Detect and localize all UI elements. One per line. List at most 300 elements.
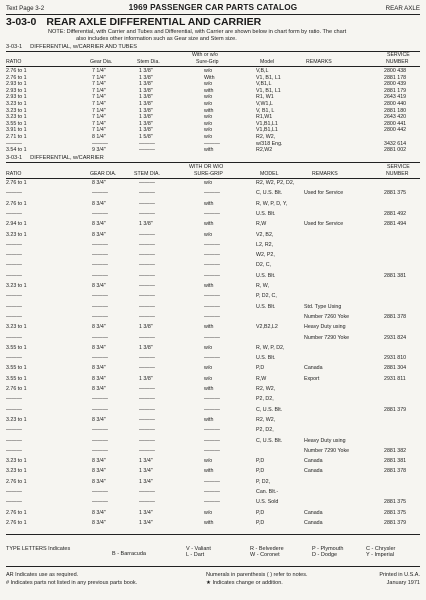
model-cell: C, U.S. Blt. <box>256 437 283 444</box>
stem-dia-cell: ——— <box>139 190 155 197</box>
stem-dia-cell: ——— <box>139 447 155 454</box>
table2-header-service-2: NUMBER <box>386 171 409 177</box>
stem-dia-cell: ——— <box>139 180 155 186</box>
stem-dia-cell: ——— <box>139 210 155 217</box>
gear-dia-cell: 7 1/4" <box>92 74 106 81</box>
table1-header-sure-1: With or w/o <box>192 52 218 58</box>
footnote-ar: AR Indicates use as required. <box>6 572 79 578</box>
sure-grip-cell: with <box>204 283 214 289</box>
ratio-cell: 2.94 to 1 <box>6 221 27 228</box>
sure-grip-cell: with <box>204 468 214 475</box>
gear-dia-cell: 8 3/4" <box>92 180 106 186</box>
gear-dia-cell: ——— <box>92 210 108 217</box>
table-row <box>6 468 420 474</box>
table-row <box>6 81 420 87</box>
stem-dia-cell: 1 3/8" <box>139 87 153 94</box>
ratio-cell: ——— <box>6 427 22 434</box>
table-row <box>6 252 420 258</box>
ratio-cell: ——— <box>6 252 22 259</box>
service-number-cell: 2931 824 <box>384 334 407 341</box>
stem-dia-cell: ——— <box>139 283 155 289</box>
ratio-cell: ——— <box>6 406 22 413</box>
sure-grip-cell: ——— <box>204 190 220 197</box>
model-cell: R, W, P, D, Y, <box>256 200 288 207</box>
sure-grip-cell: w/o <box>204 127 213 134</box>
ratio-cell: 2.93 to 1 <box>6 87 27 94</box>
legend-barracuda: B - Barracuda <box>112 551 146 557</box>
ratio-cell: ——— <box>6 190 22 197</box>
table-row <box>6 108 420 114</box>
service-number-cell: 2881 178 <box>384 74 407 81</box>
stem-dia-cell: 1 3/8" <box>139 221 153 228</box>
stem-dia-cell: ——— <box>139 499 155 506</box>
table-row <box>6 94 420 100</box>
sure-grip-cell: w/o <box>204 134 213 140</box>
gear-dia-cell: 8 3/4" <box>92 365 106 372</box>
sure-grip-cell: w/o <box>204 101 213 107</box>
table1-header-service-2: NUMBER <box>386 59 409 65</box>
table-row <box>6 438 420 444</box>
footnote-star: ★ Indicates change or addition. <box>206 580 283 586</box>
ratio-cell: ——— <box>6 272 22 279</box>
sure-grip-cell: ——— <box>204 355 220 362</box>
gear-dia-cell: ——— <box>92 334 108 341</box>
table2-header-sure-1: WITH OR W/O <box>189 164 224 170</box>
legend-rule <box>6 566 420 567</box>
table-row <box>6 407 420 413</box>
sure-grip-cell: w/o <box>204 120 213 127</box>
model-cell: U.S. Blt. <box>256 210 276 217</box>
model-cell: R2, W2, <box>256 386 276 392</box>
model-cell: P,D <box>256 458 265 465</box>
ratio-cell: 3.23 to 1 <box>6 283 27 289</box>
stem-dia-cell: 1 5/8" <box>139 134 153 140</box>
stem-dia-cell: ——— <box>139 147 155 154</box>
ratio-cell: ——— <box>6 262 22 269</box>
gear-dia-cell: 8 3/4" <box>92 283 106 289</box>
model-cell: W2, P2, <box>256 252 275 259</box>
service-number-cell: 2881 002 <box>384 147 407 154</box>
legend-plymouth: P - Plymouth <box>312 546 344 552</box>
gear-dia-cell: 7 1/4" <box>92 127 106 134</box>
table1-header-gear: Gear Dia. <box>90 59 113 65</box>
sure-grip-cell: ——— <box>204 303 220 310</box>
model-cell: C, U.S. Blt. <box>256 406 283 413</box>
table2-bottom-rule <box>6 534 420 535</box>
table-row <box>6 201 420 207</box>
ratio-cell: 3.23 to 1 <box>6 114 27 121</box>
sure-grip-cell: with <box>204 386 214 392</box>
stem-dia-cell: ——— <box>139 355 155 362</box>
table-row <box>6 190 420 196</box>
stem-dia-cell: ——— <box>139 303 155 310</box>
ratio-cell: 3.55 to 1 <box>6 375 27 382</box>
stem-dia-cell: 1 3/8" <box>139 375 153 382</box>
stem-dia-cell: 1 3/8" <box>139 107 153 114</box>
model-cell: R2, W2, <box>256 134 276 140</box>
sure-grip-cell: with <box>204 519 214 526</box>
section-name: REAR AXLE <box>385 5 420 12</box>
sure-grip-cell: w/o <box>204 81 213 88</box>
table-row <box>6 345 420 351</box>
ratio-cell: 2.76 to 1 <box>6 68 27 74</box>
note-text <box>48 29 412 43</box>
model-cell: P2, D2, <box>256 427 274 434</box>
table2-header <box>6 164 420 178</box>
gear-dia-cell: 8 3/4" <box>92 458 106 465</box>
gear-dia-cell: 8 3/4" <box>92 324 106 331</box>
table-row <box>6 141 420 147</box>
ratio-cell: 2.71 to 1 <box>6 134 27 140</box>
gear-dia-cell: ——— <box>92 499 108 506</box>
model-cell: U.S. Blt. <box>256 355 276 362</box>
model-cell: U.S. Blt. <box>256 272 276 279</box>
sure-grip-cell: with <box>204 107 214 114</box>
table2-header-sure-2: SURE-GRIP <box>194 171 223 177</box>
gear-dia-cell: ——— <box>92 252 108 259</box>
table-row <box>6 273 420 279</box>
service-number-cell: 2881 375 <box>384 509 407 516</box>
remarks-cell: Canada <box>304 458 323 465</box>
service-number-cell: 2881 304 <box>384 365 407 372</box>
model-cell: P,D <box>256 509 265 516</box>
table-row <box>6 283 420 289</box>
ratio-cell: 3.23 to 1 <box>6 468 27 475</box>
table-row <box>6 355 420 361</box>
stem-dia-cell: ——— <box>139 437 155 444</box>
gear-dia-cell: 7 1/4" <box>92 94 106 101</box>
legend-imperial: Y - Imperial <box>366 552 395 558</box>
service-number-cell: 2643 420 <box>384 114 407 121</box>
model-cell: D2, C, <box>256 262 272 269</box>
gear-dia-cell: 8 3/4" <box>92 519 106 526</box>
gear-dia-cell: ——— <box>92 447 108 454</box>
service-number-cell: 2881 381 <box>384 272 407 279</box>
gear-dia-cell: ——— <box>92 396 108 403</box>
gear-dia-cell: 8 3/4" <box>92 478 106 485</box>
gear-dia-cell: ——— <box>92 489 108 495</box>
table-row <box>6 510 420 516</box>
remarks-cell: Used for Service <box>304 190 344 197</box>
stem-dia-cell: ——— <box>139 427 155 434</box>
header-rule <box>6 14 420 15</box>
ratio-cell: 3.54 to 1 <box>6 147 27 154</box>
model-cell: L2, R2, <box>256 241 274 248</box>
sure-grip-cell: ——— <box>204 241 220 248</box>
service-number-cell: 2643 419 <box>384 94 407 101</box>
gear-dia-cell: 8 3/4" <box>92 416 106 423</box>
ratio-cell: 3.23 to 1 <box>6 107 27 114</box>
table-row <box>6 147 420 153</box>
table1-header-service-1: SERVICE <box>387 52 410 58</box>
model-cell: C, U.S. Blt. <box>256 190 283 197</box>
section-number: 3-03-0 <box>6 16 37 28</box>
ratio-cell: 2.76 to 1 <box>6 478 27 485</box>
legend-dart: L - Dart <box>186 552 205 558</box>
remarks-cell: Canada <box>304 509 323 516</box>
remarks-cell: Std. Type Using <box>304 303 342 310</box>
table-row <box>6 376 420 382</box>
table-row <box>6 417 420 423</box>
remarks-cell: Heavy Duty using <box>304 437 346 444</box>
note-line-1: NOTE: Differential, with Carrier and Tubes and Differential, with Carrier are shown below in chart form by ratio. The chart <box>48 29 347 35</box>
service-number-cell: 2881 492 <box>384 210 407 217</box>
sure-grip-cell: w/o <box>204 114 213 121</box>
service-number-cell: 2931 811 <box>384 375 406 382</box>
table1-header-sure-2: Sure-Grip <box>196 59 219 65</box>
service-number-cell: 2800 439 <box>384 81 407 88</box>
ratio-cell: ——— <box>6 241 22 248</box>
ratio-cell: ——— <box>6 293 22 300</box>
sure-grip-cell: ——— <box>204 447 220 454</box>
footnotes <box>6 572 420 592</box>
sure-grip-cell: with <box>204 87 214 94</box>
table2-header-ratio: RATIO <box>6 171 22 177</box>
page-number: Text Page 3-2 <box>6 5 45 12</box>
model-cell: R1, W1 <box>256 94 274 101</box>
model-cell: U.S. Sold <box>256 499 279 506</box>
sure-grip-cell: w/o <box>204 509 213 516</box>
sure-grip-cell: w/o <box>204 231 213 238</box>
ratio-cell: 3.55 to 1 <box>6 365 27 372</box>
table1-code: 3-03-1 <box>6 44 23 50</box>
table2-subheading <box>6 155 104 161</box>
sure-grip-cell: ——— <box>204 478 220 485</box>
ratio-cell: ——— <box>6 210 22 217</box>
ratio-cell: 3.23 to 1 <box>6 101 27 107</box>
sure-grip-cell: ——— <box>204 334 220 341</box>
model-cell: V2,B2,L2 <box>256 324 278 331</box>
sure-grip-cell: w/o <box>204 375 213 382</box>
ratio-cell: ——— <box>6 396 22 403</box>
table1-header-stem: Stem Dia. <box>137 59 160 65</box>
table-row <box>6 88 420 94</box>
catalog-title: 1969 PASSENGER CAR PARTS CATALOG <box>128 3 298 12</box>
ratio-cell: 2.76 to 1 <box>6 509 27 516</box>
stem-dia-cell: 1 3/8" <box>139 74 153 81</box>
gear-dia-cell: ——— <box>92 303 108 310</box>
stem-dia-cell: ——— <box>139 396 155 403</box>
remarks-cell: Number 7260 Yoke <box>304 313 350 320</box>
gear-dia-cell: 8 3/4" <box>92 375 106 382</box>
type-letters-legend <box>6 546 420 564</box>
gear-dia-cell: ——— <box>92 437 108 444</box>
service-number-cell: 2881 379 <box>384 519 407 526</box>
stem-dia-cell: 1 3/8" <box>139 324 153 331</box>
stem-dia-cell: ——— <box>139 313 155 320</box>
stem-dia-cell: 1 3/4" <box>139 509 153 516</box>
model-cell: w/318 Eng. <box>256 140 283 147</box>
model-cell: R,W <box>256 375 267 382</box>
gear-dia-cell: 9 3/4" <box>92 147 106 154</box>
table1-header <box>6 52 420 66</box>
service-number-cell: 2881 375 <box>384 190 407 197</box>
service-number-cell: 2881 381 <box>384 458 407 465</box>
ratio-cell: ——— <box>6 334 22 341</box>
legend-belvedere: R - Belvedere <box>250 546 284 552</box>
sure-grip-cell: w/o <box>204 68 213 74</box>
sure-grip-cell: ——— <box>204 262 220 269</box>
stem-dia-cell: ——— <box>139 334 155 341</box>
model-cell: P, D2, <box>256 478 271 485</box>
table-row <box>6 324 420 330</box>
sure-grip-cell: ——— <box>204 489 220 495</box>
ratio-cell: 3.23 to 1 <box>6 324 27 331</box>
ratio-cell: ——— <box>6 140 22 147</box>
model-cell: R, W, P, D2, <box>256 344 285 351</box>
service-number-cell: 2881 179 <box>384 87 407 94</box>
model-cell: V2, B2, <box>256 231 274 238</box>
footnote-numerals: Numerals in parenthesis ( ) refer to notes. <box>206 572 308 578</box>
table-row <box>6 114 420 120</box>
stem-dia-cell: 1 3/4" <box>139 468 153 475</box>
stem-dia-cell: ——— <box>139 140 155 147</box>
model-cell: U.S. Blt. <box>256 303 276 310</box>
sure-grip-cell: ——— <box>204 437 220 444</box>
table1-header-rule <box>6 66 420 67</box>
table2-header-remarks: REMARKS <box>312 171 338 177</box>
gear-dia-cell: ——— <box>92 140 108 147</box>
sure-grip-cell: w/o <box>204 344 213 351</box>
ratio-cell: ——— <box>6 489 22 495</box>
legend-dodge: D - Dodge <box>312 552 338 558</box>
stem-dia-cell: ——— <box>139 200 155 207</box>
sure-grip-cell: With <box>204 74 215 81</box>
ratio-cell: 3.23 to 1 <box>6 416 27 423</box>
sure-grip-cell: ——— <box>204 427 220 434</box>
gear-dia-cell: 8 3/4" <box>92 509 106 516</box>
table1-header-ratio: RATIO <box>6 59 22 65</box>
sure-grip-cell: with <box>204 200 214 207</box>
gear-dia-cell: ——— <box>92 190 108 197</box>
model-cell: P, D2, C, <box>256 293 277 300</box>
ratio-cell: 3.55 to 1 <box>6 120 27 127</box>
remarks-cell: Used for Service <box>304 221 344 228</box>
stem-dia-cell: ——— <box>139 241 155 248</box>
stem-dia-cell: ——— <box>139 386 155 392</box>
gear-dia-cell: 8 1/4" <box>92 134 106 140</box>
table-row <box>6 427 420 433</box>
table1-header-model: Model <box>260 59 275 65</box>
ratio-cell: 2.76 to 1 <box>6 386 27 392</box>
model-cell: V1,B1,L1 <box>256 127 278 134</box>
table2-header-stem: STEM DIA. <box>134 171 160 177</box>
ratio-cell: ——— <box>6 447 22 454</box>
table-row <box>6 396 420 402</box>
table-row <box>6 101 420 107</box>
gear-dia-cell: ——— <box>92 427 108 434</box>
sure-grip-cell: ——— <box>204 272 220 279</box>
table-row <box>6 499 420 505</box>
stem-dia-cell: ——— <box>139 365 155 372</box>
stem-dia-cell: ——— <box>139 416 155 423</box>
sure-grip-cell: w/o <box>204 180 213 186</box>
table-row <box>6 75 420 81</box>
gear-dia-cell: 8 3/4" <box>92 231 106 238</box>
stem-dia-cell: ——— <box>139 272 155 279</box>
ratio-cell: 2.76 to 1 <box>6 74 27 81</box>
table-row <box>6 520 420 526</box>
sure-grip-cell: ——— <box>204 293 220 300</box>
ratio-cell: 2.93 to 1 <box>6 81 27 88</box>
model-cell: V,W1,L <box>256 101 273 107</box>
ratio-cell: ——— <box>6 499 22 506</box>
model-cell: R1,W1 <box>256 114 273 121</box>
stem-dia-cell: 1 3/8" <box>139 127 153 134</box>
sure-grip-cell: with <box>204 147 214 154</box>
legend-chrysler: C - Chrysler <box>366 546 396 552</box>
ratio-cell: ——— <box>6 355 22 362</box>
model-cell: V1,B1,L1 <box>256 120 278 127</box>
table-row <box>6 458 420 464</box>
section-heading <box>6 16 261 28</box>
gear-dia-cell: 8 3/4" <box>92 344 106 351</box>
gear-dia-cell: 7 1/4" <box>92 120 106 127</box>
remarks-cell: Number 7290 Yoke <box>304 447 350 454</box>
table-row <box>6 335 420 341</box>
service-number-cell: 2800 441 <box>384 120 407 127</box>
gear-dia-cell: 7 1/4" <box>92 81 106 88</box>
table2-code: 3-03-1 <box>6 155 23 161</box>
table1-header-remarks: REMARKS <box>306 59 332 65</box>
ratio-cell: 3.55 to 1 <box>6 344 27 351</box>
stem-dia-cell: ——— <box>139 231 155 238</box>
service-number-cell: 2800 438 <box>384 68 407 74</box>
table-row <box>6 134 420 140</box>
service-number-cell: 2881 378 <box>384 313 407 320</box>
ratio-cell: 2.93 to 1 <box>6 94 27 101</box>
legend-label: TYPE LETTERS Indicates <box>6 546 71 552</box>
service-number-cell: 2881 378 <box>384 468 407 475</box>
stem-dia-cell: ——— <box>139 252 155 259</box>
ratio-cell: 2.76 to 1 <box>6 200 27 207</box>
model-cell: R2, W2, P2, D2, <box>256 180 295 186</box>
gear-dia-cell: 8 3/4" <box>92 386 106 392</box>
table-row <box>6 386 420 392</box>
footnote-hash: # Indicates parts not listed in any previous parts book. <box>6 580 138 586</box>
stem-dia-cell: 1 3/4" <box>139 478 153 485</box>
model-cell: P2, D2, <box>256 396 274 403</box>
stem-dia-cell: 1 3/4" <box>139 458 153 465</box>
model-cell: P,D <box>256 365 265 372</box>
table1-subheading <box>6 44 137 50</box>
ratio-cell: ——— <box>6 313 22 320</box>
service-number-cell: 2881 379 <box>384 406 407 413</box>
table2-header-rule <box>6 178 420 179</box>
table-row <box>6 180 420 186</box>
service-number-cell: 2881 382 <box>384 447 407 454</box>
table2-header-model: MODEL <box>260 171 279 177</box>
gear-dia-cell: 7 1/4" <box>92 87 106 94</box>
service-number-cell: 2931 810 <box>384 355 407 362</box>
table-row <box>6 489 420 495</box>
table-row <box>6 314 420 320</box>
service-number-cell: 2881 494 <box>384 221 407 228</box>
table2-top-rule <box>6 162 420 163</box>
sure-grip-cell: ——— <box>204 396 220 403</box>
gear-dia-cell: 7 1/4" <box>92 101 106 107</box>
table-row <box>6 479 420 485</box>
stem-dia-cell: ——— <box>139 406 155 413</box>
stem-dia-cell: 1 3/8" <box>139 81 153 88</box>
sure-grip-cell: ——— <box>204 406 220 413</box>
gear-dia-cell: 8 3/4" <box>92 221 106 228</box>
model-cell: P,D <box>256 468 265 475</box>
sure-grip-cell: ——— <box>204 252 220 259</box>
table2-header-service-1: SERVICE <box>387 164 410 170</box>
gear-dia-cell: 8 3/4" <box>92 468 106 475</box>
remarks-cell: Canada <box>304 365 323 372</box>
